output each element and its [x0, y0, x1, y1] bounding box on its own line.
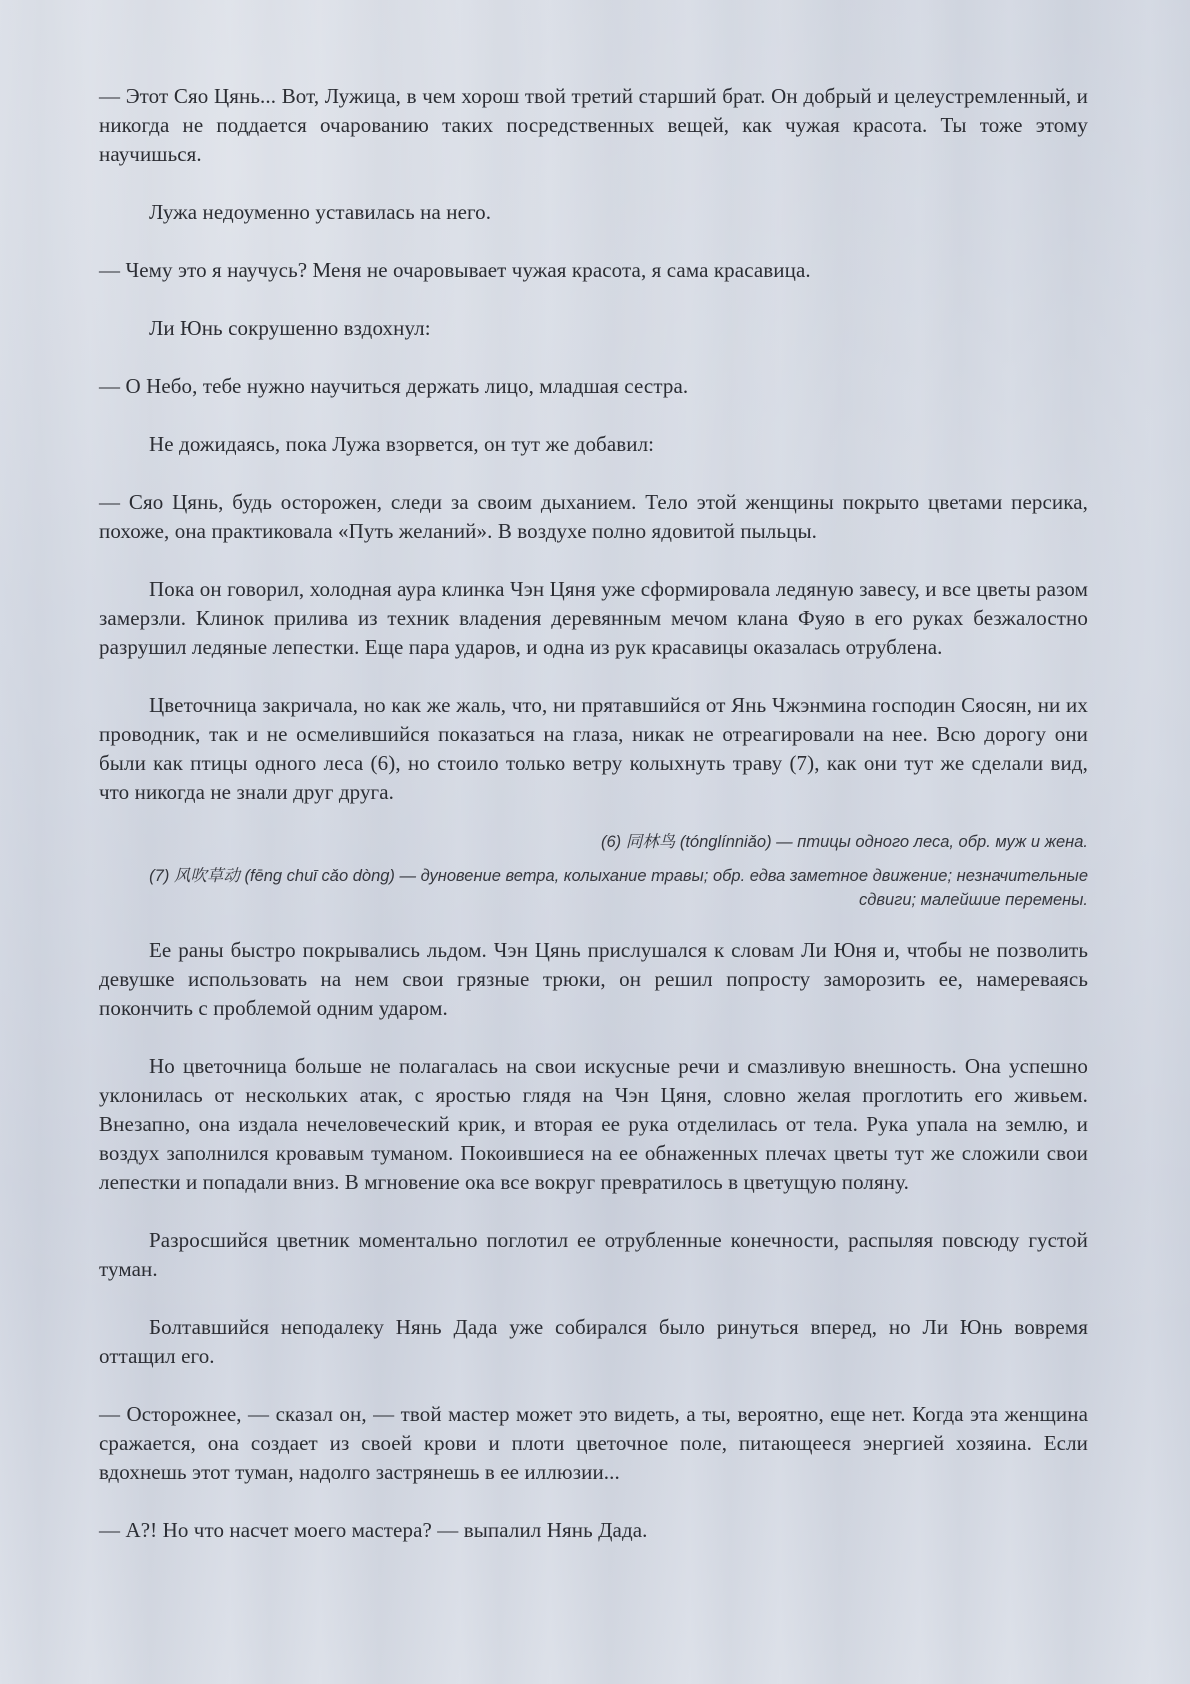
footnote-6: (6) 同林鸟 (tónglínniǎo) — птицы одного леса, обр. муж и жена. [601, 833, 1088, 851]
paragraph-11: Но цветочница больше не полагалась на свои искусные речи и смазливую внешность. Она успешно уклонилась от нескольких атак, с яростью глядя на Чэн Цяня, словно желая проглотить его живьем. Внезапно, она издала нечеловеческий крик, и вторая ее рука отделилась от тела. Рука упала на землю, и воздух заполнился кровавым туманом. Покоившиеся на ее обнаженных плечах цветы тут же сложили свои лепестки и попадали вниз. В мгновение ока все вокруг превратилось в цветущую поляну. [99, 1054, 1088, 1194]
paragraph-8: Пока он говорил, холодная аура клинка Чэн Цяня уже сформировала ледяную завесу, и все цветы разом замерзли. Клинок прилива из техник владения деревянным мечом клана Фуяо в его руках безжалостно разрушил ледяные лепестки. Еще пара ударов, и одна из рук красавицы оказалась отрублена. [99, 577, 1088, 659]
paragraph-10: Ее раны быстро покрывались льдом. Чэн Цянь прислушался к словам Ли Юня и, чтобы не позволить девушке использовать на нем свои грязные трюки, он решил попросту заморозить ее, намереваясь покончить с проблемой одним ударом. [99, 938, 1088, 1020]
paragraph-5: — О Небо, тебе нужно научиться держать лицо, младшая сестра. [99, 374, 689, 398]
paragraph-1: — Этот Сяо Цянь... Вот, Лужица, в чем хорош твой третий старший брат. Он добрый и целеустремленный, и никогда не поддается очарованию таких посредственных вещей, как чужая красота. Ты тоже этому научишься. [99, 84, 1088, 166]
paragraph-9: Цветочница закричала, но как же жаль, что, ни прятавшийся от Янь Чжэнмина господин Сяосян, ни их проводник, так и не осмелившийся показаться на глаза, никак не отреагировали на нее. Всю дорогу они были как птицы одного леса (6), но стоило только ветру колыхнуть траву (7), как они тут же сделали вид, что никогда не знали друг друга. [99, 693, 1088, 804]
document-page [99, 82, 1088, 1574]
paragraph-6: Не дожидаясь, пока Лужа взорвется, он тут же добавил: [149, 432, 655, 456]
paragraph-13: Болтавшийся неподалеку Нянь Дада уже собирался было ринуться вперед, но Ли Юнь вовремя оттащил его. [99, 1315, 1088, 1368]
footnotes [99, 830, 1088, 912]
paragraph-3: — Чему это я научусь? Меня не очаровывает чужая красота, я сама красавица. [99, 258, 811, 282]
paragraph-12: Разросшийся цветник моментально поглотил ее отрубленные конечности, распыляя повсюду густой туман. [99, 1228, 1088, 1281]
paragraph-7: — Сяо Цянь, будь осторожен, следи за своим дыханием. Тело этой женщины покрыто цветами персика, похоже, она практиковала «Путь желаний». В воздухе полно ядовитой пыльцы. [99, 490, 1088, 543]
paragraph-14: — Осторожнее, — сказал он, — твой мастер может это видеть, а ты, вероятно, еще нет. Когда эта женщина сражается, она создает из своей крови и плоти цветочное поле, питающееся энергией хозяина. Если вдохнешь этот туман, надолго застрянешь в ее иллюзии... [99, 1402, 1088, 1484]
paragraph-15: — А?! Но что насчет моего мастера? — выпалил Нянь Дада. [99, 1518, 648, 1542]
footnote-7: (7) 风吹草动 (fēng chuī cǎo dòng) — дуновение ветра, колыхание травы; обр. едва заметное движение; незначительные сдвиги; малейшие перемены. [149, 867, 1088, 909]
paragraph-4: Ли Юнь сокрушенно вздохнул: [149, 316, 431, 340]
paragraph-2: Лужа недоуменно уставилась на него. [149, 200, 492, 224]
